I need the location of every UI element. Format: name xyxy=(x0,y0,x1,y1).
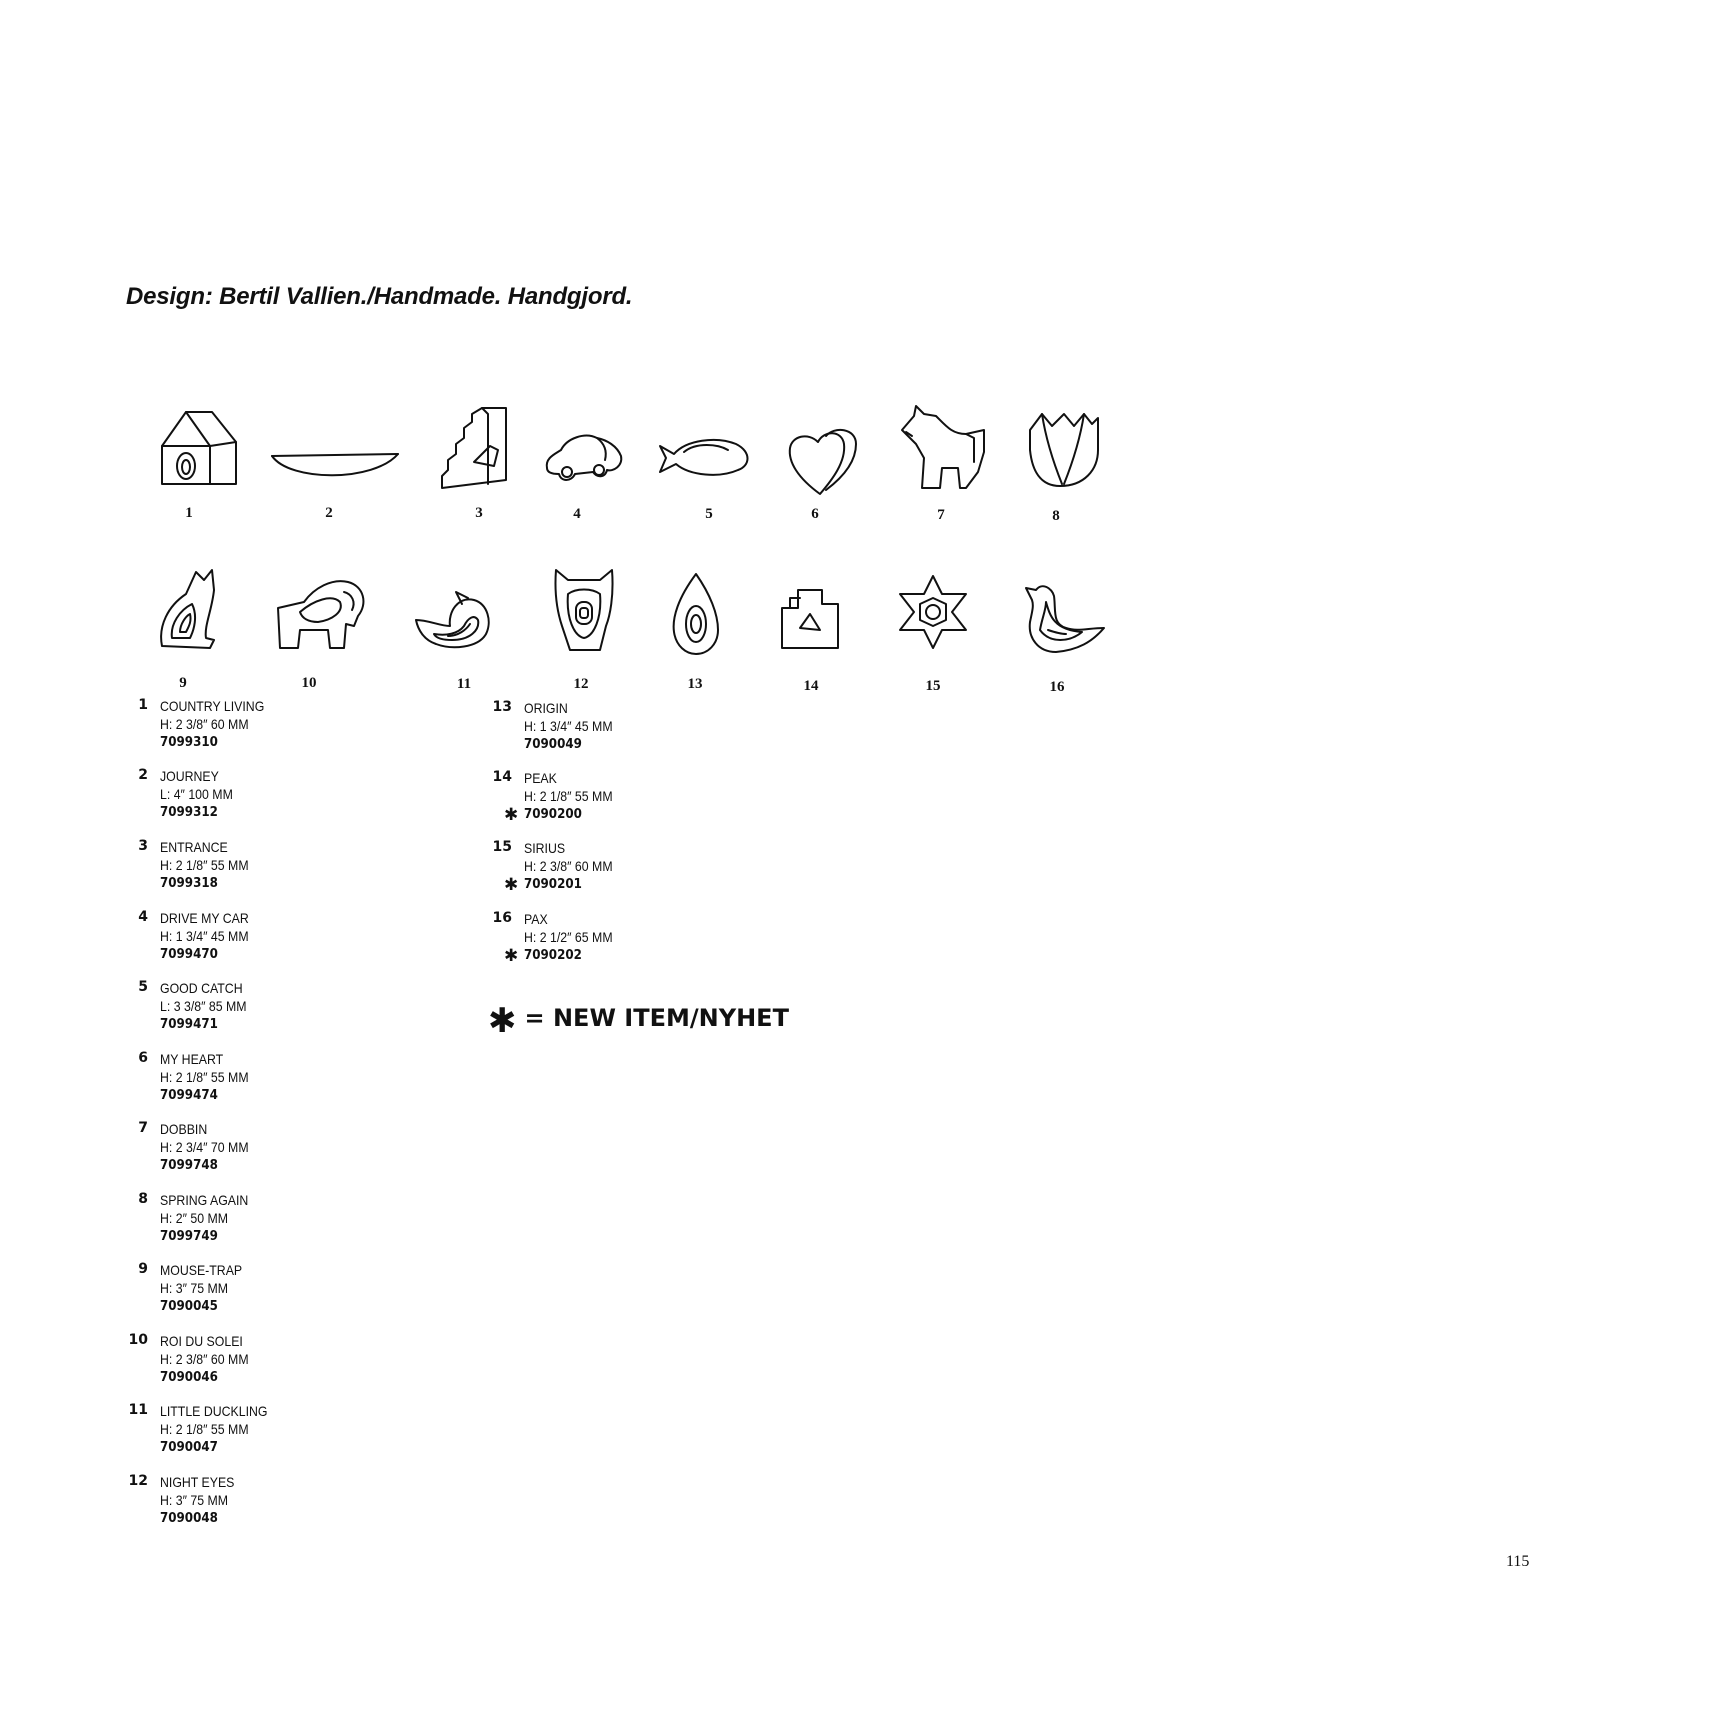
horse-figure xyxy=(894,402,990,492)
item-number: 6 xyxy=(138,1050,148,1066)
item-size: H: 2″ 50 MM xyxy=(160,1210,229,1226)
egg-figure xyxy=(670,570,722,656)
list-item xyxy=(490,769,690,827)
item-code: 7099749 xyxy=(160,1228,218,1244)
item-code: 7090049 xyxy=(524,736,582,752)
new-item-star-icon: ✱ xyxy=(504,805,519,825)
item-name: MOUSE-TRAP xyxy=(160,1262,243,1278)
figure-number: 2 xyxy=(325,505,333,521)
item-size: H: 2 3/8″ 60 MM xyxy=(160,716,249,732)
peak-figure xyxy=(778,586,842,652)
figure-number: 7 xyxy=(937,507,945,523)
item-name: PAX xyxy=(524,911,548,927)
item-name: DOBBIN xyxy=(160,1121,208,1137)
item-name: LITTLE DUCKLING xyxy=(160,1403,268,1419)
figure-number: 3 xyxy=(475,505,483,521)
list-item xyxy=(126,909,326,967)
stairs-figure xyxy=(434,404,518,490)
item-size: H: 2 3/4″ 70 MM xyxy=(160,1139,249,1155)
page-heading: Design: Bertil Vallien./Handmade. Handgjord. xyxy=(126,283,633,310)
fish-figure xyxy=(656,432,752,482)
item-size: H: 2 1/2″ 65 MM xyxy=(524,929,613,945)
item-size: H: 2 1/8″ 55 MM xyxy=(160,1069,249,1085)
figure-number: 10 xyxy=(301,675,317,691)
item-code: 7090200 xyxy=(524,806,582,822)
item-number: 9 xyxy=(138,1261,148,1277)
item-size: H: 2 1/8″ 55 MM xyxy=(524,788,613,804)
item-code: 7099470 xyxy=(160,946,218,962)
list-item xyxy=(126,1402,326,1460)
list-item xyxy=(490,699,690,757)
figure-number: 15 xyxy=(925,678,941,694)
item-code: 7090201 xyxy=(524,876,582,892)
item-size: H: 1 3/4″ 45 MM xyxy=(524,718,613,734)
item-name: COUNTRY LIVING xyxy=(160,698,265,714)
cat-figure xyxy=(158,566,222,652)
list-item xyxy=(490,910,690,968)
figure-number: 16 xyxy=(1049,679,1065,695)
figure-number: 5 xyxy=(705,506,713,522)
item-size: H: 1 3/4″ 45 MM xyxy=(160,928,249,944)
item-code: 7099471 xyxy=(160,1016,218,1032)
figure-number: 4 xyxy=(573,506,581,522)
item-name: MY HEART xyxy=(160,1051,224,1067)
item-number: 5 xyxy=(138,979,148,995)
item-name: PEAK xyxy=(524,770,557,786)
figure-number: 14 xyxy=(803,678,819,694)
list-item xyxy=(126,1261,326,1319)
item-number: 14 xyxy=(492,769,512,785)
figure-number: 12 xyxy=(573,676,589,692)
star-figure xyxy=(896,574,970,650)
list-item xyxy=(126,697,326,755)
item-name: ENTRANCE xyxy=(160,839,228,855)
duckling-figure xyxy=(412,586,496,650)
item-size: L: 4″ 100 MM xyxy=(160,786,233,802)
item-number: 2 xyxy=(138,767,148,783)
item-size: H: 2 1/8″ 55 MM xyxy=(160,857,249,873)
list-item xyxy=(126,1120,326,1178)
item-number: 8 xyxy=(138,1191,148,1207)
item-name: NIGHT EYES xyxy=(160,1474,235,1490)
owl-figure xyxy=(552,566,616,654)
new-item-star-icon: ✱ xyxy=(504,946,519,966)
figure-number: 9 xyxy=(179,675,187,691)
list-item xyxy=(126,1050,326,1108)
figure-number: 6 xyxy=(811,506,819,522)
new-item-star-icon: ✱ xyxy=(488,1001,517,1041)
item-code: 7090048 xyxy=(160,1510,218,1526)
list-item xyxy=(126,1473,326,1531)
item-code: 7090045 xyxy=(160,1298,218,1314)
new-item-star-icon: ✱ xyxy=(504,875,519,895)
item-code: 7099310 xyxy=(160,734,218,750)
item-name: JOURNEY xyxy=(160,768,219,784)
item-number: 4 xyxy=(138,909,148,925)
list-item xyxy=(126,979,326,1037)
item-code: 7090046 xyxy=(160,1369,218,1385)
item-name: ROI DU SOLEI xyxy=(160,1333,243,1349)
item-size: L: 3 3/8″ 85 MM xyxy=(160,998,247,1014)
house-figure xyxy=(158,406,238,488)
bird-figure xyxy=(1022,580,1106,656)
item-number: 1 xyxy=(138,697,148,713)
list-item xyxy=(126,1332,326,1390)
figure-number: 11 xyxy=(456,676,472,692)
list-item xyxy=(490,839,690,897)
item-name: SIRIUS xyxy=(524,840,566,856)
car-figure xyxy=(541,428,625,484)
item-number: 3 xyxy=(138,838,148,854)
item-size: H: 2 3/8″ 60 MM xyxy=(524,858,613,874)
item-number: 13 xyxy=(492,699,512,715)
item-code: 7099748 xyxy=(160,1157,218,1173)
item-name: GOOD CATCH xyxy=(160,980,243,996)
item-number: 10 xyxy=(128,1332,148,1348)
lion-figure xyxy=(274,578,366,650)
item-code: 7090202 xyxy=(524,947,582,963)
item-number: 12 xyxy=(128,1473,148,1489)
tulip-figure xyxy=(1024,410,1104,490)
list-item xyxy=(126,1191,326,1249)
page-number: 115 xyxy=(1506,1553,1530,1570)
list-item xyxy=(126,838,326,896)
item-name: DRIVE MY CAR xyxy=(160,910,249,926)
item-size: H: 3″ 75 MM xyxy=(160,1280,229,1296)
heart-figure xyxy=(786,424,862,498)
figure-number: 1 xyxy=(185,505,193,521)
item-size: H: 3″ 75 MM xyxy=(160,1492,229,1508)
item-code: 7099312 xyxy=(160,804,218,820)
item-number: 15 xyxy=(492,839,512,855)
list-item xyxy=(126,767,326,825)
item-number: 11 xyxy=(128,1402,148,1418)
legend-text: = NEW ITEM/NYHET xyxy=(524,1004,789,1032)
item-code: 7099474 xyxy=(160,1087,218,1103)
bowl-figure xyxy=(270,448,400,484)
item-size: H: 2 1/8″ 55 MM xyxy=(160,1421,249,1437)
new-item-legend xyxy=(488,1001,789,1041)
item-code: 7090047 xyxy=(160,1439,218,1455)
figure-number: 8 xyxy=(1052,508,1060,524)
item-name: ORIGIN xyxy=(524,700,568,716)
item-name: SPRING AGAIN xyxy=(160,1192,249,1208)
item-size: H: 2 3/8″ 60 MM xyxy=(160,1351,249,1367)
figure-number: 13 xyxy=(687,676,703,692)
item-code: 7099318 xyxy=(160,875,218,891)
item-number: 16 xyxy=(492,910,512,926)
item-number: 7 xyxy=(138,1120,148,1136)
